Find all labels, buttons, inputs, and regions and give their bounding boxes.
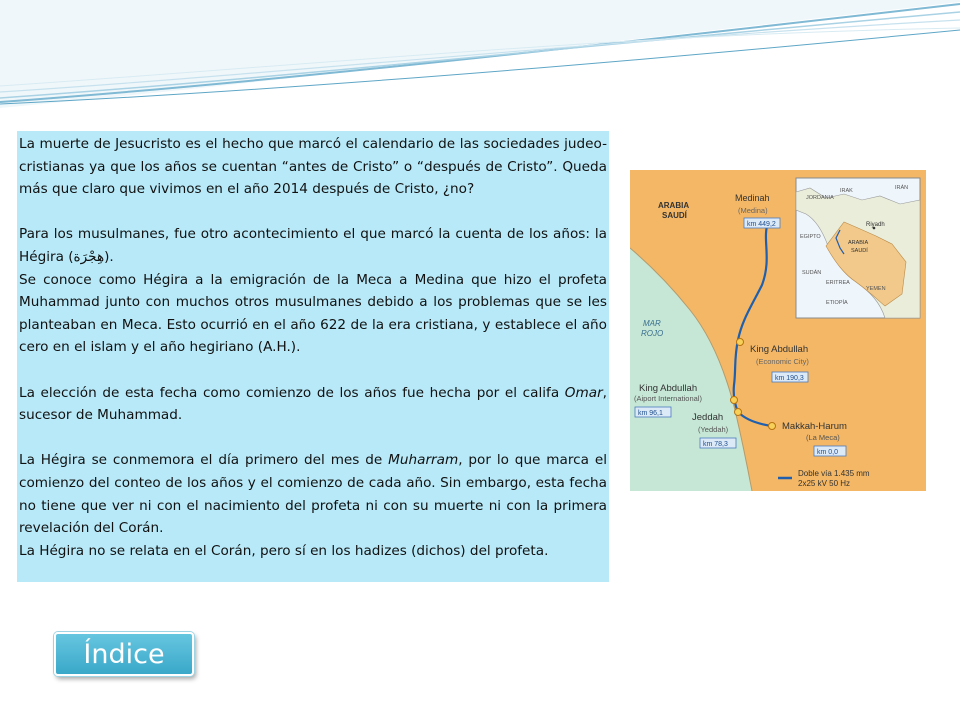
station-dot-airport bbox=[731, 397, 738, 404]
caliph-name: Omar bbox=[564, 384, 603, 401]
station-kaec-sub: (Economic City) bbox=[756, 357, 809, 366]
arabic-hijra: هِجْرَة bbox=[73, 248, 105, 265]
country-label-1: ARABIA bbox=[658, 201, 690, 210]
sea-label-2: ROJO bbox=[641, 329, 664, 338]
month-name: Muharram bbox=[388, 452, 459, 469]
index-button[interactable]: Índice bbox=[54, 632, 194, 676]
paragraph-3: Se conoce como Hégira a la emigración de la Meca a Medina que hizo el profeta Muhammad junto con muchos otros musulmanes debido a los problemas que se les planteaban en Meca. Esto ocurrió en el año 622 de la era cristiana, y establece el año cero en el islam y el año hegiriano (A.H.). bbox=[19, 271, 607, 356]
paragraph-2-prefix: Para los musulmanes, fue otro acontecimiento el que marcó la cuenta de los años: la Hégira ( bbox=[19, 226, 607, 265]
station-jeddah-name: Jeddah bbox=[692, 412, 724, 423]
paragraph-4-suffix: , sucesor de Muhammad. bbox=[19, 384, 607, 424]
station-jeddah-sub: (Yeddah) bbox=[698, 425, 729, 434]
paragraph-2-suffix: ). bbox=[104, 248, 114, 265]
paragraph-4 bbox=[19, 382, 607, 427]
station-dot-kaec bbox=[737, 339, 744, 346]
inset-label-arabia: ARABIA bbox=[848, 240, 869, 246]
paragraph-5 bbox=[19, 449, 607, 539]
station-airport-name: King Abdullah bbox=[639, 383, 698, 394]
inset-label-jordania: JORDANIA bbox=[806, 195, 834, 201]
station-medinah-name: Medinah bbox=[735, 193, 770, 203]
paragraph-1: La muerte de Jesucristo es el hecho que marcó el calendario de las sociedades judeo-cristianas ya que los años se cuentan “antes de Cristo” o “después de Cristo”. Queda más que claro que vivimos en el año 2014 después de Cristo, ¿no? bbox=[19, 136, 607, 198]
header-wave-decoration bbox=[0, 0, 960, 120]
paragraph-5-suffix: , por lo que marca el comienzo del conteo de los años y el comienzo de cada año. Sin embargo, esta fecha no tiene que ver ni con el nacimiento del profeta ni con su muerte ni con la primera revelación del Corán. bbox=[19, 452, 608, 537]
station-medinah-km: km 449,2 bbox=[747, 221, 776, 228]
station-dot-jeddah bbox=[735, 409, 742, 416]
sea-label-1: MAR bbox=[643, 319, 661, 328]
paragraph-2 bbox=[19, 223, 607, 268]
station-makkah-name: Makkah-Harum bbox=[782, 421, 847, 432]
station-makkah-km: km 0,0 bbox=[817, 449, 839, 456]
station-medinah-sub: (Medina) bbox=[738, 206, 768, 215]
railway-map bbox=[630, 170, 926, 491]
station-kaec-km: km 190,3 bbox=[775, 375, 804, 382]
station-airport-sub: (Aiport International) bbox=[634, 394, 702, 403]
paragraph-6: La Hégira no se relata en el Corán, pero sí en los hadizes (dichos) del profeta. bbox=[19, 542, 549, 559]
inset-label-riyadh: Riyadh bbox=[866, 222, 885, 228]
main-text-box bbox=[17, 131, 609, 582]
inset-label-irak: IRAK bbox=[840, 188, 853, 194]
country-label-2: SAUDÍ bbox=[662, 211, 687, 220]
station-jeddah-km: km 78,3 bbox=[703, 441, 728, 448]
inset-label-etiopia: ETIOPÍA bbox=[826, 300, 848, 306]
station-dot-makkah bbox=[769, 423, 776, 430]
station-airport-km: km 96,1 bbox=[638, 410, 663, 417]
inset-label-iran: IRÁN bbox=[895, 185, 909, 191]
inset-label-yemen: YEMEN bbox=[866, 286, 886, 292]
legend-line-2: 2x25 kV 50 Hz bbox=[798, 479, 851, 488]
inset-label-sudan: SUDÁN bbox=[802, 270, 822, 276]
inset-label-saudi: SAUDÍ bbox=[851, 248, 868, 254]
station-kaec-name: King Abdullah bbox=[750, 344, 809, 355]
station-makkah-sub: (La Meca) bbox=[806, 433, 840, 442]
paragraph-5-prefix: La Hégira se conmemora el día primero del mes de bbox=[19, 452, 389, 469]
inset-label-eritrea: ERITREA bbox=[826, 280, 850, 286]
legend-line-1: Doble vía 1.435 mm bbox=[798, 469, 870, 478]
inset-locator-map bbox=[796, 178, 920, 318]
inset-label-egipto: EGIPTO bbox=[800, 234, 821, 240]
paragraph-4-prefix: La elección de esta fecha como comienzo de los años fue hecha por el califa bbox=[19, 384, 565, 401]
